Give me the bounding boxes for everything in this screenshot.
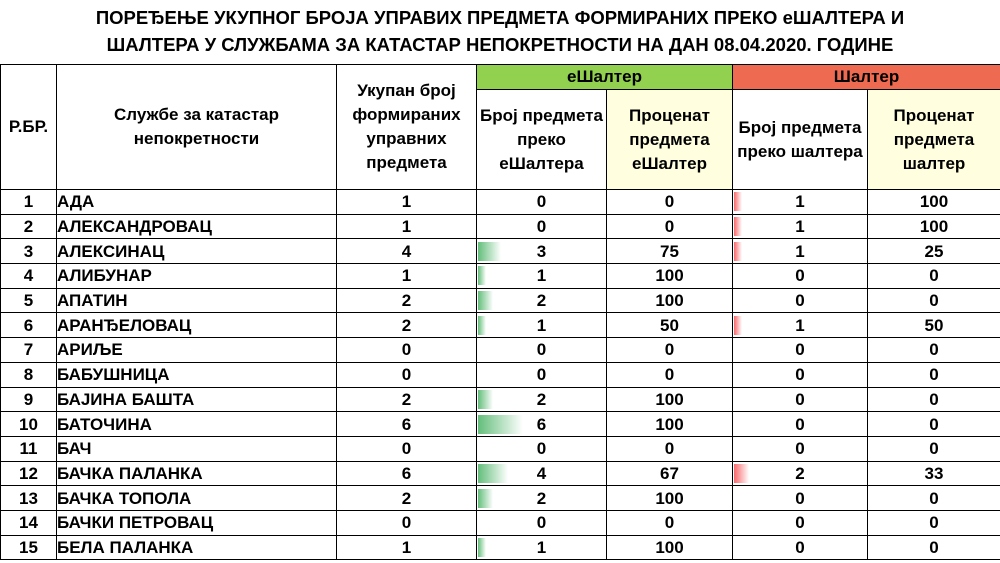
total-cases: 0 <box>337 510 477 535</box>
esh-count-value: 1 <box>536 266 547 286</box>
esh-count <box>477 486 607 511</box>
total-cases: 0 <box>337 362 477 387</box>
row-number: 3 <box>1 239 57 264</box>
esh-count-value: 3 <box>536 241 547 261</box>
total-cases: 6 <box>337 461 477 486</box>
sh-percent: 0 <box>868 264 1000 289</box>
row-number: 10 <box>1 412 57 437</box>
table-body <box>1 190 1000 560</box>
table-row <box>1 362 1000 387</box>
esh-percent: 0 <box>607 362 733 387</box>
total-cases: 1 <box>337 214 477 239</box>
document-title <box>0 0 1000 58</box>
row-number: 14 <box>1 510 57 535</box>
table-row <box>1 338 1000 363</box>
sh-count-value: 0 <box>795 537 805 557</box>
service-name: АЛЕКСАНДРОВАЦ <box>57 214 337 239</box>
sh-count <box>733 190 868 215</box>
sh-count <box>733 412 868 437</box>
title-line-1: ПОРЕЂЕЊЕ УКУПНОГ БРОЈА УПРАВИХ ПРЕДМЕТА ФОРМИРАНИХ ПРЕКО еШАЛТЕРА И <box>95 7 905 28</box>
esh-percent: 67 <box>607 461 733 486</box>
table-row <box>1 190 1000 215</box>
esh-percent: 0 <box>607 510 733 535</box>
sh-percent: 0 <box>868 510 1000 535</box>
esh-count <box>477 288 607 313</box>
sh-count-value: 0 <box>795 291 805 311</box>
sh-count <box>733 239 868 264</box>
table-row <box>1 510 1000 535</box>
sh-percent: 0 <box>868 338 1000 363</box>
total-cases: 1 <box>337 264 477 289</box>
sh-count-value: 2 <box>795 463 805 483</box>
total-cases: 0 <box>337 436 477 461</box>
esh-percent: 100 <box>607 387 733 412</box>
table-row <box>1 535 1000 560</box>
sh-count-value: 0 <box>795 513 805 533</box>
sh-percent: 0 <box>868 412 1000 437</box>
sh-percent: 33 <box>868 461 1000 486</box>
table-row <box>1 486 1000 511</box>
esh-count-value: 2 <box>536 389 547 409</box>
esh-percent: 100 <box>607 535 733 560</box>
row-number: 5 <box>1 288 57 313</box>
esh-percent: 100 <box>607 288 733 313</box>
esh-count-value: 6 <box>536 414 547 434</box>
sh-percent: 0 <box>868 362 1000 387</box>
sh-percent: 0 <box>868 288 1000 313</box>
title-line-2: ШАЛТЕРА У СЛУЖБАМА ЗА КАТАСТАР НЕПОКРЕТНОСТИ НА ДАН 08.04.2020. ГОДИНЕ <box>106 34 894 55</box>
header-rb: Р.БР. <box>1 65 57 190</box>
header-esh-pct: Проценат предмета еШалтер <box>607 90 733 190</box>
service-name: БАЧКА ТОПОЛА <box>57 486 337 511</box>
sh-count <box>733 214 868 239</box>
table-row <box>1 239 1000 264</box>
table-row <box>1 412 1000 437</box>
total-cases: 0 <box>337 338 477 363</box>
total-cases: 2 <box>337 288 477 313</box>
sh-count <box>733 436 868 461</box>
esh-percent: 75 <box>607 239 733 264</box>
esh-count-value: 0 <box>536 365 547 385</box>
row-number: 13 <box>1 486 57 511</box>
sh-percent: 100 <box>868 214 1000 239</box>
header-esh-group: еШалтер <box>477 65 733 90</box>
service-name: АДА <box>57 190 337 215</box>
esh-count <box>477 338 607 363</box>
table-row <box>1 264 1000 289</box>
sh-percent: 0 <box>868 436 1000 461</box>
sh-count-value: 1 <box>795 315 805 335</box>
esh-count <box>477 412 607 437</box>
header-service: Службе за катастар непокретности <box>57 65 337 190</box>
row-number: 1 <box>1 190 57 215</box>
row-number: 2 <box>1 214 57 239</box>
row-number: 12 <box>1 461 57 486</box>
header-total: Укупан број формираних управних предмета <box>337 65 477 190</box>
sh-count-value: 1 <box>795 192 805 212</box>
row-number: 15 <box>1 535 57 560</box>
service-name: БАЧ <box>57 436 337 461</box>
esh-count-value: 4 <box>536 463 547 483</box>
service-name: БАЈИНА БАШТА <box>57 387 337 412</box>
sh-count-value: 0 <box>795 389 805 409</box>
header-sh-pct: Проценат предмета шалтер <box>868 90 1000 190</box>
service-name: АЛИБУНАР <box>57 264 337 289</box>
sh-count-value: 1 <box>795 241 805 261</box>
service-name: АЛЕКСИНАЦ <box>57 239 337 264</box>
esh-count <box>477 264 607 289</box>
sh-count-value: 0 <box>795 439 805 459</box>
sh-count <box>733 313 868 338</box>
sh-percent: 25 <box>868 239 1000 264</box>
table-row <box>1 214 1000 239</box>
sh-count-value: 0 <box>795 414 805 434</box>
sh-percent: 100 <box>868 190 1000 215</box>
sh-count-value: 0 <box>795 365 805 385</box>
sh-count <box>733 338 868 363</box>
esh-count <box>477 535 607 560</box>
sh-count <box>733 461 868 486</box>
row-number: 6 <box>1 313 57 338</box>
total-cases: 1 <box>337 535 477 560</box>
sh-count-value: 0 <box>795 266 805 286</box>
esh-percent: 100 <box>607 412 733 437</box>
esh-count <box>477 239 607 264</box>
table-row <box>1 436 1000 461</box>
service-name: АРАНЂЕЛОВАЦ <box>57 313 337 338</box>
sh-count <box>733 535 868 560</box>
table-row <box>1 288 1000 313</box>
row-number: 4 <box>1 264 57 289</box>
row-number: 11 <box>1 436 57 461</box>
esh-count <box>477 436 607 461</box>
esh-count-value: 2 <box>536 488 547 508</box>
total-cases: 1 <box>337 190 477 215</box>
table-row <box>1 313 1000 338</box>
total-cases: 6 <box>337 412 477 437</box>
sh-count <box>733 264 868 289</box>
esh-count-value: 1 <box>536 537 547 557</box>
sh-count <box>733 510 868 535</box>
esh-count <box>477 362 607 387</box>
row-number: 7 <box>1 338 57 363</box>
esh-count-value: 0 <box>536 513 547 533</box>
esh-count <box>477 461 607 486</box>
service-name: АПАТИН <box>57 288 337 313</box>
table-row <box>1 461 1000 486</box>
total-cases: 2 <box>337 486 477 511</box>
cases-table <box>0 64 1000 560</box>
esh-count <box>477 313 607 338</box>
sh-count <box>733 387 868 412</box>
sh-count <box>733 288 868 313</box>
table-row <box>1 387 1000 412</box>
esh-count-value: 0 <box>536 217 547 237</box>
sh-count-value: 1 <box>795 217 805 237</box>
esh-count <box>477 510 607 535</box>
esh-count-value: 2 <box>536 291 547 311</box>
esh-percent: 100 <box>607 486 733 511</box>
service-name: БАЧКИ ПЕТРОВАЦ <box>57 510 337 535</box>
header-sh-group: Шалтер <box>733 65 1000 90</box>
esh-count-value: 0 <box>536 340 547 360</box>
service-name: БАЧКА ПАЛАНКА <box>57 461 337 486</box>
esh-percent: 50 <box>607 313 733 338</box>
row-number: 9 <box>1 387 57 412</box>
esh-percent: 100 <box>607 264 733 289</box>
total-cases: 2 <box>337 387 477 412</box>
esh-count <box>477 387 607 412</box>
header-sh-count: Број предмета преко шалтера <box>733 90 868 190</box>
esh-percent: 0 <box>607 338 733 363</box>
service-name: БАБУШНИЦА <box>57 362 337 387</box>
esh-percent: 0 <box>607 436 733 461</box>
service-name: БАТОЧИНА <box>57 412 337 437</box>
total-cases: 2 <box>337 313 477 338</box>
sh-percent: 0 <box>868 486 1000 511</box>
sh-percent: 0 <box>868 387 1000 412</box>
sh-count <box>733 362 868 387</box>
esh-count-value: 0 <box>536 192 547 212</box>
esh-percent: 0 <box>607 190 733 215</box>
esh-count <box>477 214 607 239</box>
esh-count-value: 1 <box>536 315 547 335</box>
sh-count-value: 0 <box>795 488 805 508</box>
row-number: 8 <box>1 362 57 387</box>
header-esh-count: Број предмета преко еШалтера <box>477 90 607 190</box>
sh-count-value: 0 <box>795 340 805 360</box>
sh-count <box>733 486 868 511</box>
esh-percent: 0 <box>607 214 733 239</box>
esh-count <box>477 190 607 215</box>
sh-percent: 0 <box>868 535 1000 560</box>
service-name: БЕЛА ПАЛАНКА <box>57 535 337 560</box>
service-name: АРИЉЕ <box>57 338 337 363</box>
esh-count-value: 0 <box>536 439 547 459</box>
sh-percent: 50 <box>868 313 1000 338</box>
total-cases: 4 <box>337 239 477 264</box>
